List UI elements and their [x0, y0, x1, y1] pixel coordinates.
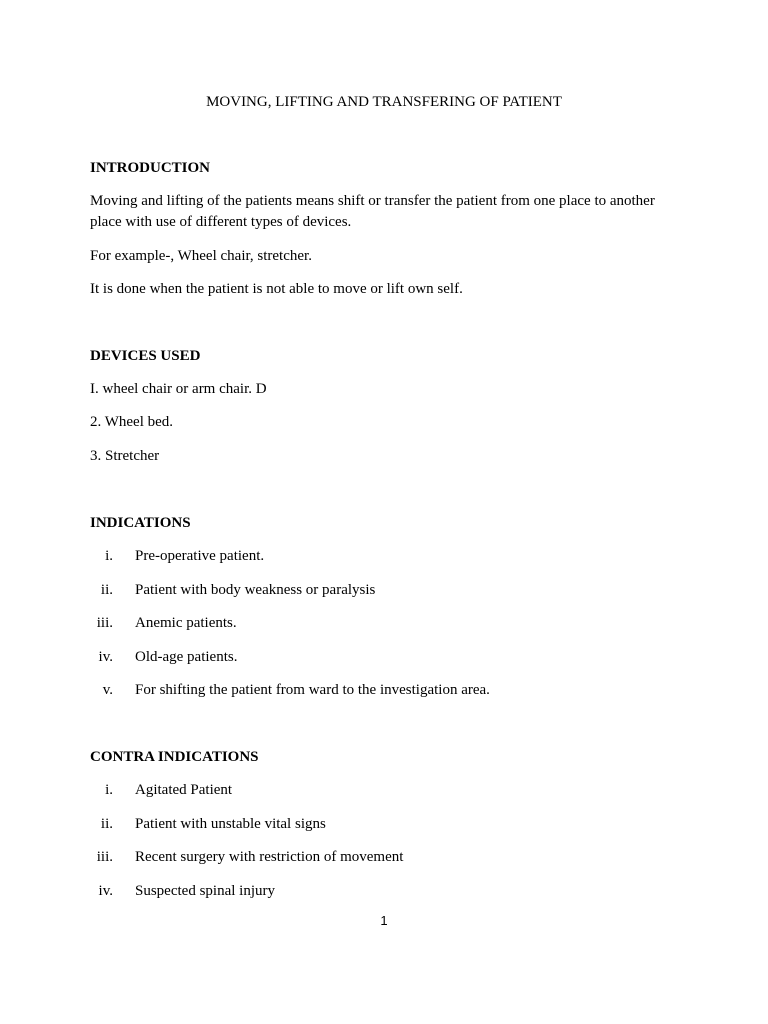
list-number: i.	[105, 548, 113, 564]
indication-item	[0, 580, 768, 601]
indication-item	[0, 546, 768, 567]
introduction-heading: INTRODUCTION	[90, 160, 211, 176]
list-text: Patient with unstable vital signs	[135, 816, 326, 832]
introduction-paragraph: Moving and lifting of the patients means shift or transfer the patient from one place to another place with use of different types of devices.	[90, 193, 655, 230]
device-item: I. wheel chair or arm chair. D	[90, 381, 267, 397]
indications-heading: INDICATIONS	[90, 515, 191, 531]
list-number: ii.	[100, 582, 113, 598]
list-text: Suspected spinal injury	[135, 883, 275, 899]
list-number: v.	[102, 682, 113, 698]
list-text: Old-age patients.	[135, 649, 238, 665]
document-title: MOVING, LIFTING AND TRANSFERING OF PATIENT	[206, 94, 562, 110]
indication-item	[0, 647, 768, 668]
list-number: iv.	[98, 649, 113, 665]
devices-used-heading: DEVICES USED	[90, 348, 201, 364]
device-item: 3. Stretcher	[90, 448, 160, 464]
contra-indications-heading: CONTRA INDICATIONS	[90, 749, 259, 765]
indication-item	[0, 680, 768, 701]
list-text: Pre-operative patient.	[135, 548, 265, 564]
indication-item	[0, 613, 768, 634]
list-text: Anemic patients.	[135, 615, 237, 631]
page-number: 1	[380, 913, 388, 928]
list-text: For shifting the patient from ward to the investigation area.	[135, 682, 490, 698]
list-number: iii.	[96, 615, 113, 631]
list-number: i.	[105, 782, 113, 798]
list-text: Agitated Patient	[135, 782, 233, 798]
list-number: iii.	[96, 849, 113, 865]
contra-indication-item	[0, 847, 768, 868]
contra-indication-item	[0, 881, 768, 902]
device-item: 2. Wheel bed.	[90, 414, 174, 430]
list-number: ii.	[100, 816, 113, 832]
contra-indication-item	[0, 814, 768, 835]
contra-indication-item	[0, 780, 768, 801]
condition-paragraph: It is done when the patient is not able to move or lift own self.	[90, 281, 463, 297]
list-text: Patient with body weakness or paralysis	[135, 582, 376, 598]
list-text: Recent surgery with restriction of movement	[135, 849, 404, 865]
example-paragraph: For example-, Wheel chair, stretcher.	[90, 248, 312, 264]
list-number: iv.	[98, 883, 113, 899]
